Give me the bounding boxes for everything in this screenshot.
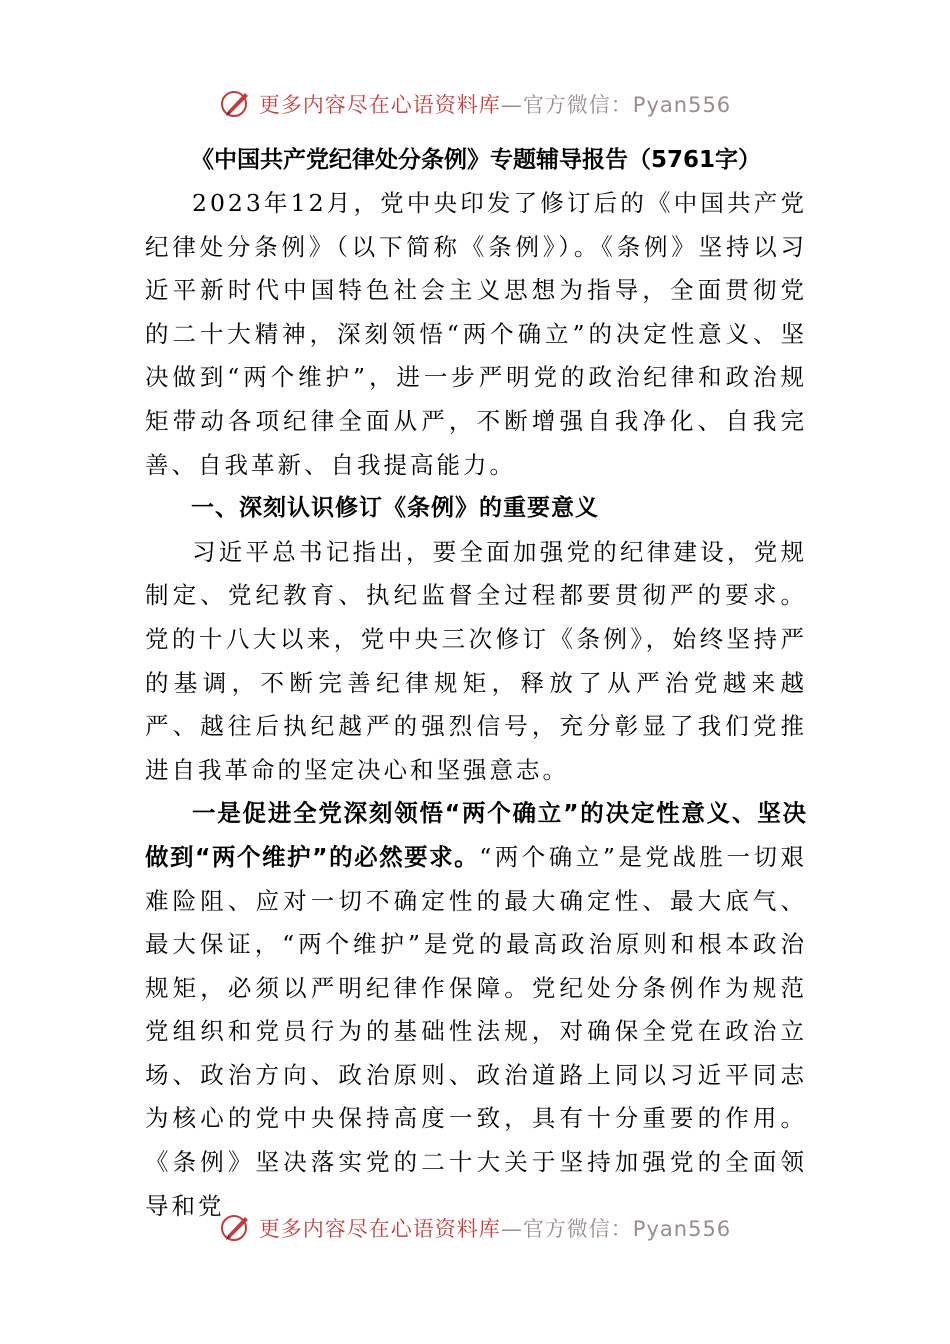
watermark-text: 更多内容尽在心语资料库—官方微信：Pyan556: [258, 93, 732, 117]
document-title: 《中国共产党纪律处分条例》专题辅导报告（5761字）: [190, 147, 761, 173]
feather-pen-icon: [219, 87, 253, 121]
point-lead-text: 一是促进全党深刻领悟“两个确立”的决定性意义、坚决做到“两个维护”的必然要求。: [145, 799, 807, 871]
feather-pen-icon: [219, 1211, 253, 1245]
watermark-text: 更多内容尽在心语资料库—官方微信：Pyan556: [258, 1217, 732, 1241]
section-paragraph: 习近平总书记指出，要全面加强党的纪律建设，党规制定、党纪教育、执纪监督全过程都要贯彻严的要求。党的十八大以来，党中央三次修订《条例》，始终坚持严的基调，不断完善纪律规矩，释放了从严治党越来越严、越往后执纪越严的强烈信号，充分彰显了我们党推进自我革命的坚定决心和坚强意志。: [145, 537, 807, 784]
point-paragraph: [145, 792, 807, 1228]
intro-paragraph: 2023年12月，党中央印发了修订后的《中国共产党纪律处分条例》（以下简称《条例》）。《条例》坚持以习近平新时代中国特色社会主义思想为指导，全面贯彻党的二十大精神，深刻领悟“两个确立”的决定性意义、坚决做到“两个维护”，进一步严明党的政治纪律和政治规矩带动各项纪律全面从严，不断增强自我净化、自我完善、自我革新、自我提高能力。: [145, 189, 807, 479]
document-body: [145, 138, 807, 1228]
section-heading: 一、深刻认识修订《条例》的重要意义: [191, 495, 599, 522]
footer-watermark: [0, 1208, 950, 1248]
point-body-text: “两个确立”是党战胜一切艰难险阻、应对一切不确定性的最大确定性、最大底气、最大保证，“两个维护”是党的最高政治原则和根本政治规矩，必须以严明纪律作保障。党纪处分条例作为规范党组织和党员行为的基础性法规，对确保全党在政治立场、政治方向、政治原则、政治道路上同以习近平同志为核心的党中央保持高度一致，具有十分重要的作用。《条例》坚决落实党的二十大关于坚持加强党的全面领导和党: [145, 842, 807, 1220]
header-watermark: [0, 84, 950, 124]
